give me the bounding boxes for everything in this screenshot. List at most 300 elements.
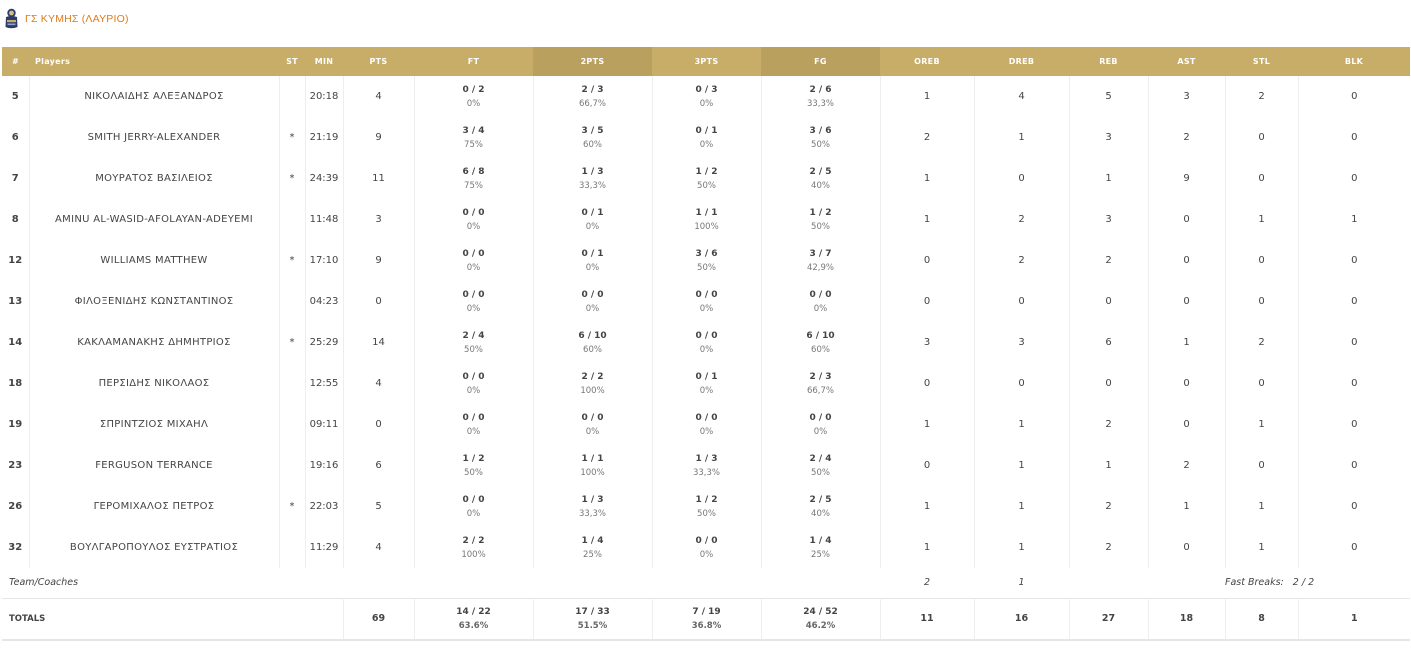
player-2pts-pct: 25% [583, 549, 602, 560]
player-stl: 1 [1225, 199, 1298, 240]
player-reb: 5 [1069, 76, 1148, 117]
player-reb: 1 [1069, 445, 1148, 486]
col-header-3pts[interactable]: 3PTS [652, 47, 761, 76]
player-name[interactable]: AMINU AL-WASID-AFOLAYAN-ADEYEMI [29, 199, 279, 240]
player-2pts-pct: 60% [583, 344, 602, 355]
player-reb: 2 [1069, 240, 1148, 281]
totals-3pts-pct: 36.8% [691, 620, 722, 631]
player-3pts [652, 76, 761, 117]
player-stl: 1 [1225, 404, 1298, 445]
player-fg-made: 3 / 6 [809, 125, 832, 136]
player-2pts-made: 0 / 1 [581, 248, 604, 259]
player-ft [414, 158, 533, 199]
starter-marker [279, 527, 305, 568]
player-2pts-made: 0 / 0 [581, 412, 604, 423]
player-ft [414, 240, 533, 281]
player-ft [414, 199, 533, 240]
player-3pts-made: 0 / 3 [695, 84, 718, 95]
player-fg-made: 0 / 0 [809, 412, 832, 423]
player-stl: 2 [1225, 322, 1298, 363]
starter-marker: * [279, 322, 305, 363]
player-minutes: 12:55 [305, 363, 343, 404]
player-3pts-pct: 100% [694, 221, 719, 232]
player-ft-made: 2 / 4 [462, 330, 485, 341]
player-blk: 0 [1351, 132, 1358, 143]
player-points: 3 [343, 199, 414, 240]
player-minutes: 11:29 [305, 527, 343, 568]
player-ft-made: 0 / 0 [462, 412, 485, 423]
player-number: 6 [2, 117, 29, 158]
player-points: 9 [343, 117, 414, 158]
player-2pts [533, 486, 652, 527]
player-fg-pct: 66,7% [806, 385, 834, 396]
totals-ast: 18 [1148, 598, 1225, 640]
player-2pts-made: 3 / 5 [581, 125, 604, 136]
totals-ft-made: 14 / 22 [456, 606, 491, 617]
player-dreb: 4 [974, 76, 1069, 117]
player-number: 14 [2, 322, 29, 363]
player-points: 9 [343, 240, 414, 281]
player-stl: 1 [1225, 527, 1298, 568]
player-minutes: 20:18 [305, 76, 343, 117]
player-row[interactable] [2, 527, 1410, 568]
player-ft-pct: 0% [466, 98, 481, 109]
col-header-2pts[interactable]: 2PTS [533, 47, 652, 76]
player-reb: 2 [1069, 486, 1148, 527]
player-ast: 1 [1148, 486, 1225, 527]
player-3pts-made: 0 / 0 [695, 535, 718, 546]
player-3pts-pct: 0% [699, 303, 714, 314]
player-blk: 0 [1351, 296, 1358, 307]
player-ast: 0 [1148, 199, 1225, 240]
player-fg-made: 2 / 3 [809, 371, 832, 382]
col-header-reb[interactable]: REB [1069, 47, 1148, 76]
player-oreb: 1 [880, 76, 974, 117]
player-oreb: 3 [880, 322, 974, 363]
totals-row [2, 598, 1410, 640]
player-3pts-pct: 50% [697, 262, 716, 273]
player-name[interactable]: ΒΟΥΛΓΑΡΟΠΟΥΛΟΣ ΕΥΣΤΡΑΤΙΟΣ [29, 527, 279, 568]
col-header-oreb[interactable]: OREB [880, 47, 974, 76]
player-3pts-made: 0 / 0 [695, 289, 718, 300]
player-number: 26 [2, 486, 29, 527]
player-2pts [533, 281, 652, 322]
player-3pts-pct: 0% [699, 139, 714, 150]
player-ft-made: 2 / 2 [462, 535, 485, 546]
player-ft-pct: 0% [466, 262, 481, 273]
player-2pts-made: 2 / 3 [581, 84, 604, 95]
totals-3pts [652, 598, 761, 640]
player-ast: 9 [1148, 158, 1225, 199]
player-oreb: 1 [880, 158, 974, 199]
player-dreb: 1 [974, 486, 1069, 527]
totals-2pts-made: 17 / 33 [575, 606, 610, 617]
player-row[interactable] [2, 199, 1410, 240]
player-number: 8 [2, 199, 29, 240]
player-2pts-pct: 60% [583, 139, 602, 150]
player-2pts [533, 445, 652, 486]
player-ft-pct: 0% [466, 221, 481, 232]
player-stl: 0 [1225, 445, 1298, 486]
totals-fg-made: 24 / 52 [803, 606, 838, 617]
player-ft-pct: 0% [466, 426, 481, 437]
starter-marker: * [279, 240, 305, 281]
player-fg [761, 527, 880, 568]
player-ft-pct: 0% [466, 508, 481, 519]
player-reb: 6 [1069, 322, 1148, 363]
player-2pts [533, 240, 652, 281]
player-name[interactable]: WILLIAMS MATTHEW [29, 240, 279, 281]
totals-ft [414, 598, 533, 640]
player-ft-made: 0 / 0 [462, 207, 485, 218]
player-number: 32 [2, 527, 29, 568]
player-number: 5 [2, 76, 29, 117]
player-2pts-pct: 33,3% [578, 508, 606, 519]
player-name[interactable]: SMITH JERRY-ALEXANDER [29, 117, 279, 158]
player-3pts [652, 486, 761, 527]
player-3pts-pct: 50% [697, 180, 716, 191]
totals-2pts [533, 598, 652, 640]
player-2pts-made: 1 / 4 [581, 535, 604, 546]
player-points: 11 [343, 158, 414, 199]
player-ast: 0 [1148, 363, 1225, 404]
starter-marker: * [279, 486, 305, 527]
player-name[interactable]: ΓΕΡΟΜΙΧΑΛΟΣ ΠΕΤΡΟΣ [29, 486, 279, 527]
player-ft [414, 486, 533, 527]
player-dreb: 2 [974, 240, 1069, 281]
player-3pts [652, 404, 761, 445]
player-fg-pct: 50% [811, 467, 830, 478]
player-minutes: 25:29 [305, 322, 343, 363]
player-row[interactable] [2, 76, 1410, 117]
player-ft-pct: 75% [464, 139, 483, 150]
player-oreb: 1 [880, 527, 974, 568]
player-reb: 2 [1069, 527, 1148, 568]
player-fg-made: 0 / 0 [809, 289, 832, 300]
player-dreb: 3 [974, 322, 1069, 363]
player-oreb: 0 [880, 240, 974, 281]
player-2pts [533, 158, 652, 199]
player-blk: 0 [1351, 91, 1358, 102]
player-points: 4 [343, 363, 414, 404]
player-row[interactable] [2, 281, 1410, 322]
player-stl: 0 [1225, 281, 1298, 322]
player-dreb: 1 [974, 527, 1069, 568]
player-ast: 0 [1148, 404, 1225, 445]
team-header [4, 6, 129, 32]
player-3pts [652, 363, 761, 404]
team-name[interactable]: ΓΣ ΚΥΜΗΣ (ΛΑΥΡΙΟ) [25, 13, 129, 25]
col-header-ast[interactable]: AST [1148, 47, 1225, 76]
player-2pts-pct: 0% [585, 303, 600, 314]
player-ast: 2 [1148, 445, 1225, 486]
player-number: 12 [2, 240, 29, 281]
team-crest-icon [4, 8, 19, 30]
player-minutes: 19:16 [305, 445, 343, 486]
player-fg [761, 76, 880, 117]
player-3pts-made: 0 / 0 [695, 412, 718, 423]
player-fg [761, 363, 880, 404]
totals-2pts-pct: 51.5% [577, 620, 608, 631]
player-2pts-pct: 0% [585, 426, 600, 437]
player-fg [761, 240, 880, 281]
player-name[interactable]: ΚΑΚΛΑΜΑΝΑΚΗΣ ΔΗΜΗΤΡΙΟΣ [29, 322, 279, 363]
player-row[interactable] [2, 363, 1410, 404]
player-oreb: 1 [880, 404, 974, 445]
player-ft-made: 0 / 0 [462, 289, 485, 300]
team-coaches-oreb: 2 [923, 577, 931, 589]
col-header-ft[interactable]: FT [414, 47, 533, 76]
player-ft-made: 6 / 8 [462, 166, 485, 177]
player-blk: 0 [1351, 419, 1358, 430]
player-reb: 1 [1069, 158, 1148, 199]
player-fg-pct: 42,9% [806, 262, 834, 273]
player-fg-pct: 50% [811, 139, 830, 150]
player-2pts-pct: 0% [585, 262, 600, 273]
player-3pts-pct: 0% [699, 426, 714, 437]
player-2pts-made: 1 / 3 [581, 166, 604, 177]
player-3pts [652, 527, 761, 568]
col-header-points[interactable]: PTS [343, 47, 414, 76]
player-ft-made: 0 / 0 [462, 248, 485, 259]
fast-breaks-value: 2 / 2 [1292, 577, 1315, 589]
player-fg-made: 6 / 10 [806, 330, 835, 341]
player-fg [761, 445, 880, 486]
col-header-fg[interactable]: FG [761, 47, 880, 76]
player-2pts-made: 2 / 2 [581, 371, 604, 382]
totals-label: TOTALS [2, 598, 343, 640]
player-3pts-pct: 0% [699, 98, 714, 109]
col-header-minutes[interactable]: MIN [305, 47, 343, 76]
player-2pts-made: 1 / 1 [581, 453, 604, 464]
player-reb: 3 [1069, 199, 1148, 240]
player-row[interactable] [2, 404, 1410, 445]
starter-marker [279, 445, 305, 486]
player-fg [761, 322, 880, 363]
starter-marker [279, 76, 305, 117]
player-name[interactable]: ΝΙΚΟΛΑΙΔΗΣ ΑΛΕΞΑΝΔΡΟΣ [29, 76, 279, 117]
player-name[interactable]: ΣΠΡΙΝΤΖΙΟΣ ΜΙΧΑΗΛ [29, 404, 279, 445]
player-dreb: 0 [974, 363, 1069, 404]
player-2pts-made: 0 / 1 [581, 207, 604, 218]
player-ast: 3 [1148, 76, 1225, 117]
player-points: 14 [343, 322, 414, 363]
player-ft-pct: 0% [466, 385, 481, 396]
col-header-dreb[interactable]: DREB [974, 47, 1069, 76]
starter-marker [279, 404, 305, 445]
player-fg-pct: 40% [811, 180, 830, 191]
player-fg [761, 117, 880, 158]
player-ast: 1 [1148, 322, 1225, 363]
player-ast: 0 [1148, 240, 1225, 281]
player-3pts [652, 322, 761, 363]
col-header-number[interactable]: # [2, 47, 29, 76]
starter-marker [279, 281, 305, 322]
totals-blk: 1 [1298, 598, 1410, 640]
player-3pts [652, 199, 761, 240]
player-3pts-pct: 0% [699, 549, 714, 560]
player-fg-pct: 25% [811, 549, 830, 560]
player-blk: 0 [1351, 255, 1358, 266]
totals-dreb: 16 [974, 598, 1069, 640]
player-3pts [652, 158, 761, 199]
player-row[interactable] [2, 158, 1410, 199]
player-number: 19 [2, 404, 29, 445]
player-rows [2, 76, 1410, 568]
player-dreb: 1 [974, 117, 1069, 158]
totals-fg [761, 598, 880, 640]
player-ft-made: 3 / 4 [462, 125, 485, 136]
player-ast: 0 [1148, 281, 1225, 322]
starter-marker [279, 363, 305, 404]
player-3pts-made: 0 / 1 [695, 125, 718, 136]
player-3pts-made: 0 / 0 [695, 330, 718, 341]
player-ft-pct: 0% [466, 303, 481, 314]
player-minutes: 11:48 [305, 199, 343, 240]
player-ft-made: 0 / 2 [462, 84, 485, 95]
fast-breaks-label: Fast Breaks: [1225, 577, 1284, 589]
player-2pts-pct: 33,3% [578, 180, 606, 191]
player-fg-made: 1 / 2 [809, 207, 832, 218]
player-number: 23 [2, 445, 29, 486]
player-ft [414, 363, 533, 404]
player-minutes: 22:03 [305, 486, 343, 527]
player-fg-made: 2 / 4 [809, 453, 832, 464]
player-3pts [652, 445, 761, 486]
col-header-players[interactable]: Players [29, 47, 279, 76]
player-number: 13 [2, 281, 29, 322]
player-fg [761, 158, 880, 199]
player-row[interactable] [2, 445, 1410, 486]
starter-marker [279, 199, 305, 240]
player-fg-pct: 60% [811, 344, 830, 355]
player-2pts [533, 322, 652, 363]
team-coaches-row [2, 568, 1410, 598]
player-fg [761, 486, 880, 527]
player-minutes: 24:39 [305, 158, 343, 199]
player-fg-pct: 40% [811, 508, 830, 519]
player-ft [414, 445, 533, 486]
player-3pts [652, 281, 761, 322]
player-ft-pct: 50% [464, 467, 483, 478]
player-points: 4 [343, 76, 414, 117]
player-fg-pct: 33,3% [806, 98, 834, 109]
player-ft [414, 117, 533, 158]
player-3pts-pct: 0% [699, 385, 714, 396]
col-header-blk[interactable]: BLK [1298, 47, 1410, 76]
player-points: 0 [343, 281, 414, 322]
player-ft-pct: 100% [461, 549, 486, 560]
totals-ft-pct: 63.6% [458, 620, 489, 631]
player-points: 6 [343, 445, 414, 486]
player-fg-pct: 0% [813, 303, 828, 314]
player-ft-made: 0 / 0 [462, 371, 485, 382]
player-fg-made: 1 / 4 [809, 535, 832, 546]
player-blk: 0 [1351, 460, 1358, 471]
player-2pts [533, 404, 652, 445]
totals-stl: 8 [1225, 598, 1298, 640]
player-name[interactable]: ΦΙΛΟΞΕΝΙΔΗΣ ΚΩΝΣΤΑΝΤΙΝΟΣ [29, 281, 279, 322]
table-header-row [2, 47, 1410, 76]
player-number: 18 [2, 363, 29, 404]
player-reb: 0 [1069, 281, 1148, 322]
player-3pts-made: 1 / 1 [695, 207, 718, 218]
player-name[interactable]: FERGUSON TERRANCE [29, 445, 279, 486]
col-header-starter[interactable]: ST [279, 47, 305, 76]
player-3pts-made: 1 / 3 [695, 453, 718, 464]
player-2pts [533, 76, 652, 117]
player-2pts [533, 199, 652, 240]
player-blk: 1 [1351, 214, 1358, 225]
player-oreb: 1 [880, 199, 974, 240]
team-coaches-label: Team/Coaches [9, 577, 79, 589]
player-fg [761, 199, 880, 240]
player-stl: 0 [1225, 158, 1298, 199]
player-minutes: 09:11 [305, 404, 343, 445]
player-fg [761, 404, 880, 445]
player-3pts-made: 1 / 2 [695, 494, 718, 505]
player-ft [414, 527, 533, 568]
player-2pts-made: 6 / 10 [578, 330, 607, 341]
player-oreb: 0 [880, 281, 974, 322]
player-2pts-pct: 0% [585, 221, 600, 232]
player-ft [414, 76, 533, 117]
player-row[interactable] [2, 117, 1410, 158]
player-fg [761, 281, 880, 322]
player-3pts-made: 3 / 6 [695, 248, 718, 259]
player-row[interactable] [2, 322, 1410, 363]
player-3pts-pct: 33,3% [692, 467, 720, 478]
player-row[interactable] [2, 486, 1410, 527]
player-ft-made: 0 / 0 [462, 494, 485, 505]
player-ft-pct: 75% [464, 180, 483, 191]
totals-fg-pct: 46.2% [805, 620, 836, 631]
player-ast: 2 [1148, 117, 1225, 158]
player-row[interactable] [2, 240, 1410, 281]
player-reb: 0 [1069, 363, 1148, 404]
player-name[interactable]: ΜΟΥΡΑΤΟΣ ΒΑΣΙΛΕΙΟΣ [29, 158, 279, 199]
player-points: 0 [343, 404, 414, 445]
player-2pts-made: 0 / 0 [581, 289, 604, 300]
player-oreb: 0 [880, 363, 974, 404]
player-fg-pct: 50% [811, 221, 830, 232]
player-oreb: 2 [880, 117, 974, 158]
player-oreb: 0 [880, 445, 974, 486]
box-score-table [2, 47, 1410, 641]
player-dreb: 0 [974, 281, 1069, 322]
player-stl: 1 [1225, 486, 1298, 527]
player-fg-made: 2 / 5 [809, 494, 832, 505]
player-dreb: 2 [974, 199, 1069, 240]
player-stl: 0 [1225, 240, 1298, 281]
player-blk: 0 [1351, 378, 1358, 389]
player-2pts [533, 527, 652, 568]
totals-oreb: 11 [880, 598, 974, 640]
player-2pts-made: 1 / 3 [581, 494, 604, 505]
player-ft-pct: 50% [464, 344, 483, 355]
fast-breaks [1225, 568, 1410, 598]
player-name[interactable]: ΠΕΡΣΙΔΗΣ ΝΙΚΟΛΑΟΣ [29, 363, 279, 404]
player-reb: 3 [1069, 117, 1148, 158]
starter-marker: * [279, 117, 305, 158]
player-reb: 2 [1069, 404, 1148, 445]
player-3pts-pct: 0% [699, 344, 714, 355]
col-header-stl[interactable]: STL [1225, 47, 1298, 76]
player-3pts-pct: 50% [697, 508, 716, 519]
player-fg-pct: 0% [813, 426, 828, 437]
player-minutes: 21:19 [305, 117, 343, 158]
team-coaches-dreb: 1 [1018, 577, 1025, 589]
